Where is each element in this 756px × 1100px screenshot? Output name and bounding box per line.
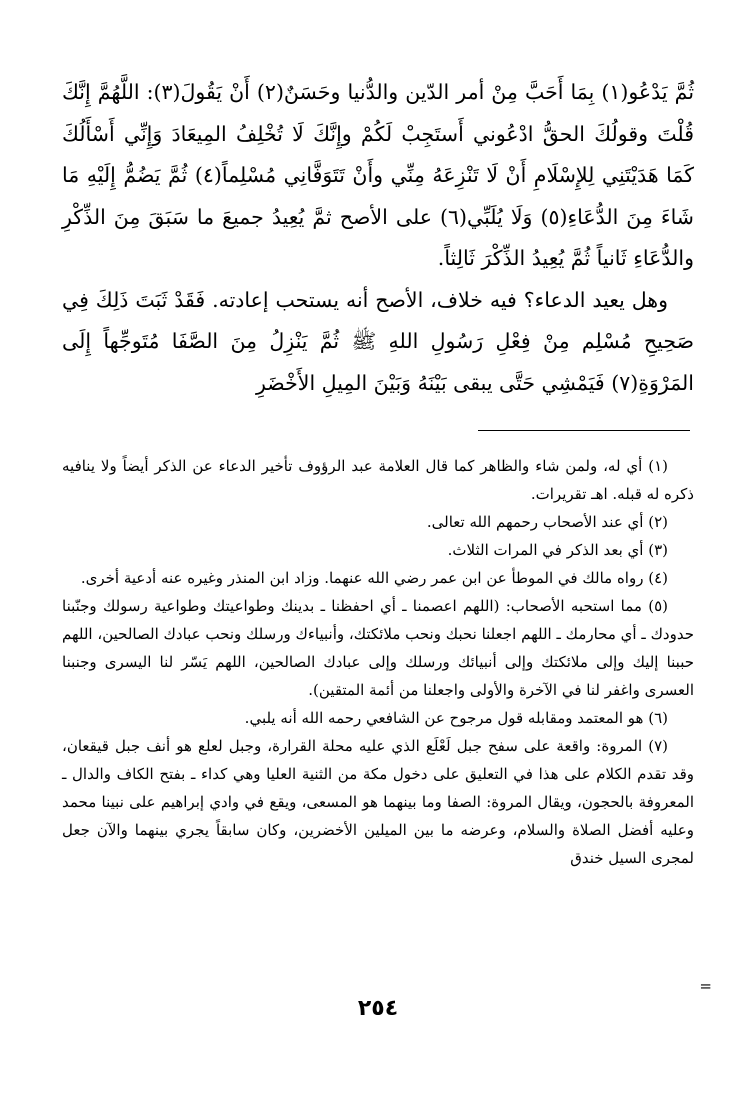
footnote-6: (٦) هو المعتمد ومقابله قول مرجوح عن الشافعي رحمه الله أنه يلبي. xyxy=(244,709,668,727)
main-text xyxy=(62,72,694,404)
footnote-4: (٤) رواه مالك في الموطأ عن ابن عمر رضي الله عنهما. وزاد ابن المنذر وغيره عنه أدعية أخرى. xyxy=(80,569,668,587)
main-paragraph-1: ثُمَّ يَدْعُو(١) بِمَا أَحَبَّ مِنْ أمر الدّين والدُّنيا وحَسَنٌ(٢) أَنْ يَقُولَ(٣): اللَّهُمَّ إِنَّكَ قُلْتَ وقولُكَ الحقُّ ادْعُوني أَستَجِبْ لَكُمْ وإِنَّكَ لَا تُخْلِفُ المِيعَادَ وَإِنِّي أَسْأَلُكَ كَمَا هَدَيْتَنِي لِلإِسْلَامِ أَنْ لَا تَنْزِعَهُ مِنِّي وأَنْ تَتَوَفَّانِي مُسْلِماً(٤) ثُمَّ يَضُمُّ إِلَيْهِ مَا شَاءَ مِنَ الدُّعَاءِ(٥) وَلَا يُلَبِّي(٦) على الأصح ثمَّ يُعِيدُ جميعَ ما سَبَقَ مِنَ الذِّكْرِ والدُّعَاءِ ثَانياً ثُمَّ يُعِيدُ الذِّكْرَ ثَالِثاً. xyxy=(62,80,695,270)
footnotes xyxy=(62,452,712,995)
footnote-2: (٢) أي عند الأصحاب رحمهم الله تعالى. xyxy=(426,513,668,531)
footnote-7: (٧) المروة: واقعة على سفح جبل لَعْلَع الذي عليه محلة القرارة، وجبل لعلع هو أنف جبل قيقعان، وقد تقدم الكلام على هذا في التعليق على دخول مكة من الثنية العليا وهي كداء ـ بفتح الكاف والدال ـ المعروفة بالحجون، ويقال المروة: الصفا وما بينهما هو المسعى، ويقع في وادي إبراهيم على نبينا محمد وعليه أفضل الصلاة والسلام، وعرضه ما بين الميلين الأخضرين، وكان سابقاً يجري بينهما والآن جعل لمجرى السيل خندق xyxy=(62,737,694,867)
continuation-mark: = xyxy=(699,977,712,995)
footnote-3: (٣) أي بعد الذكر في المرات الثلاث. xyxy=(447,541,668,559)
footnote-1: (١) أي له، ولمن شاء والظاهر كما قال العلامة عبد الرؤوف تأخير الدعاء عن الذكر أيضاً ولا ينافيه ذكره له قبله. اهـ تقريرات. xyxy=(62,457,694,503)
page-number: ٢٥٤ xyxy=(357,996,399,1021)
main-paragraph-2: وهل يعيد الدعاء؟ فيه خلاف، الأصح أنه يستحب إعادته. فَقَدْ ثَبَتَ ذَلِكَ فِي صَحِيحِ مُسْلِم مِنْ فِعْلِ رَسُولِ اللهِ ﷺ ثُمَّ يَنْزِلُ مِنَ الصَّفَا مُتَوجِّهاً إِلَى المَرْوَةِ(٧) فَيَمْشِي حَتَّى يبقى بَيْنَهُ وَبَيْنَ المِيلِ الأَخْضَرِ xyxy=(62,287,694,395)
footnote-separator xyxy=(478,430,690,431)
footnote-5: (٥) مما استحبه الأصحاب: (اللهم اعصمنا ـ أي احفظنا ـ بدينك وطواعيتك وطواعية رسولك وجنّبنا حدودك ـ أي محارمك ـ اللهم اجعلنا نحبك ونحب ملائكتك، وأنبياءك ورسلك ونحب عبادك الصالحين، اللهم حببنا إليك وإلى ملائكتك وإلى أنبيائك ورسلك وإلى عبادك الصالحين، اللهم يَسّر لنا اليسرى وجنبنا العسرى واغفر لنا في الآخرة والأولى واجعلنا من أئمة المتقين). xyxy=(62,597,694,699)
